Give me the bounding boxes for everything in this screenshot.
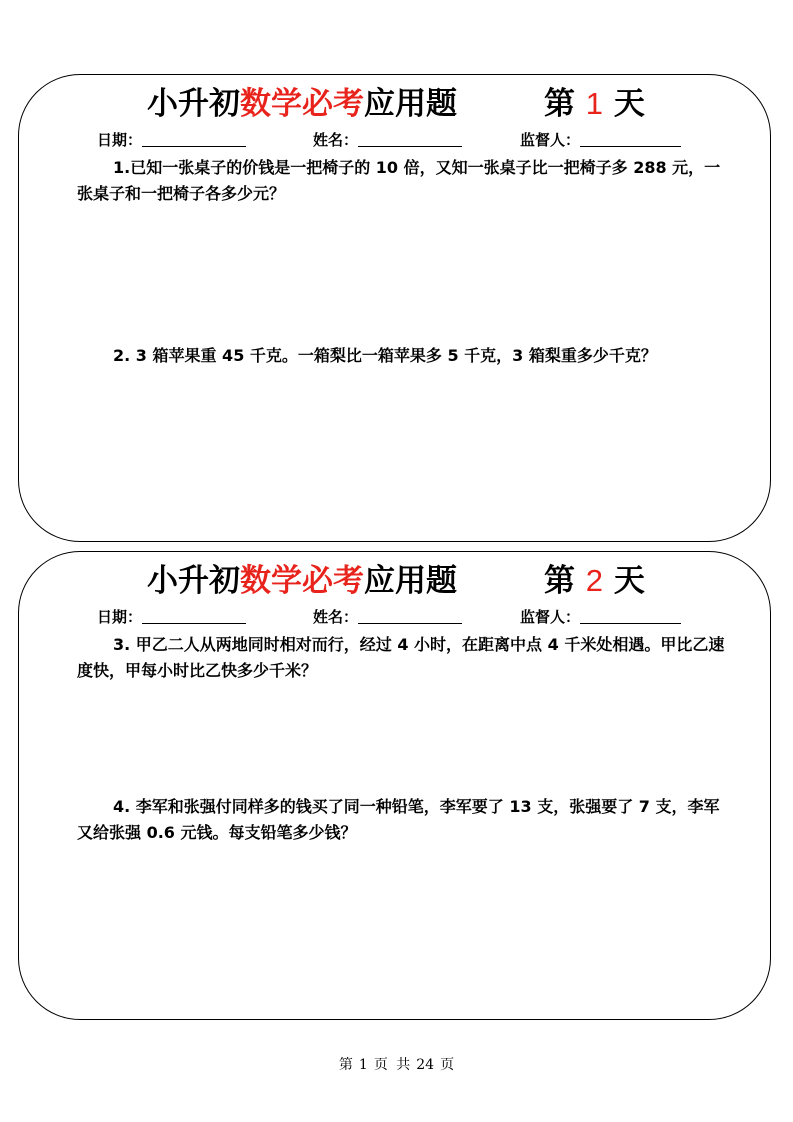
supervisor-label: 监督人：	[520, 608, 581, 626]
day-prefix: 第	[544, 86, 586, 122]
day-number: 2	[585, 563, 604, 598]
footer-mid: 页 共	[373, 1057, 411, 1073]
supervisor-field[interactable]	[520, 129, 681, 150]
date-label: 日期：	[97, 131, 143, 149]
name-label: 姓名：	[313, 131, 359, 149]
footer-suffix: 页	[440, 1057, 455, 1073]
date-blank-line[interactable]	[142, 131, 246, 147]
supervisor-label: 监督人：	[520, 131, 581, 149]
footer-total-pages: 24	[416, 1057, 435, 1073]
name-blank-line[interactable]	[358, 131, 462, 147]
day-2-card	[18, 551, 771, 1020]
date-blank-line[interactable]	[142, 608, 246, 624]
day-suffix: 天	[603, 563, 645, 599]
footer-prefix: 第	[338, 1057, 353, 1073]
day-prefix: 第	[544, 563, 586, 599]
day-2-title	[19, 558, 770, 604]
name-field[interactable]	[313, 129, 462, 150]
supervisor-field[interactable]	[520, 606, 681, 627]
day-label	[544, 558, 645, 604]
question-3: 3. 甲乙二人从两地同时相对而行，经过 4 小时，在距离中点 4 千米处相遇。甲比乙速度快，甲每小时比乙快多少千米？	[77, 635, 725, 680]
title-part-3: 应用题	[364, 563, 457, 599]
supervisor-blank-line[interactable]	[580, 131, 681, 147]
title-main	[147, 558, 457, 604]
day-suffix: 天	[603, 86, 645, 122]
day-label	[544, 81, 645, 127]
date-label: 日期：	[97, 608, 143, 626]
date-field[interactable]	[97, 129, 246, 150]
name-field[interactable]	[313, 606, 462, 627]
title-part-1: 小升初	[147, 563, 240, 599]
footer-page-number: 1	[358, 1057, 368, 1073]
day-1-fields	[19, 129, 770, 153]
day-number: 1	[585, 86, 604, 121]
name-blank-line[interactable]	[358, 608, 462, 624]
title-part-3: 应用题	[364, 86, 457, 122]
title-highlight: 数学必考	[240, 563, 364, 599]
title-part-1: 小升初	[147, 86, 240, 122]
title-highlight: 数学必考	[240, 86, 364, 122]
day-1-card	[18, 74, 771, 542]
title-main	[147, 81, 457, 127]
question-2: 2. 3 箱苹果重 45 千克。一箱梨比一箱苹果多 5 千克，3 箱梨重多少千克？	[113, 346, 657, 365]
question-1: 1.已知一张桌子的价钱是一把椅子的 10 倍，又知一张桌子比一把椅子多 288 元，一张桌子和一把椅子各多少元？	[77, 158, 721, 203]
supervisor-blank-line[interactable]	[580, 608, 681, 624]
page-footer	[0, 1054, 793, 1074]
day-1-title	[19, 81, 770, 127]
question-4: 4. 李军和张强付同样多的钱买了同一种铅笔，李军要了 13 支，张强要了 7 支，李军又给张强 0.6 元钱。每支铅笔多少钱？	[77, 797, 720, 842]
date-field[interactable]	[97, 606, 246, 627]
day-2-fields	[19, 606, 770, 630]
name-label: 姓名：	[313, 608, 359, 626]
